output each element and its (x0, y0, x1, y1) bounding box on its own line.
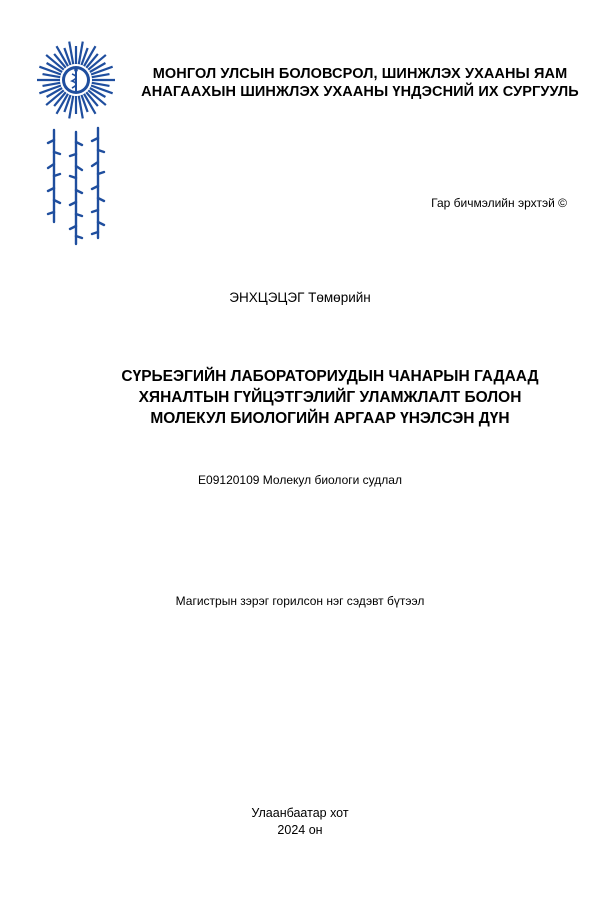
author-name: ЭНХЦЭЦЭГ Төмөрийн (229, 290, 371, 305)
ministry-name: МОНГОЛ УЛСЫН БОЛОВСРОЛ, ШИНЖЛЭХ УХААНЫ ЯАМ (152, 66, 568, 82)
degree-statement: Магистрын зэрэг горилсон нэг сэдэвт бүтээл (175, 594, 425, 608)
year: 2024 он (277, 823, 323, 837)
thesis-title-line-2: ХЯНАЛТЫН ГҮЙЦЭТГЭЛИЙГ УЛАМЖЛАЛТ БОЛОН (138, 389, 522, 406)
city: Улаанбаатар хот (251, 806, 349, 820)
thesis-title-line-3: МОЛЕКУЛ БИОЛОГИЙН АРГААР ҮНЭЛСЭН ДҮН (150, 410, 510, 427)
copyright-notice: Гар бичмэлийн эрхтэй © (431, 196, 567, 210)
specialty-code: E09120109 Молекул биологи судлал (198, 473, 402, 487)
university-name: АНАГААХЫН ШИНЖЛЭХ УХААНЫ ҮНДЭСНИЙ ИХ СУРГУУЛЬ (141, 84, 579, 100)
thesis-title-line-1: СҮРЬЕЭГИЙН ЛАБОРАТОРИУДЫН ЧАНАРЫН ГАДААД (121, 368, 539, 385)
mongolian-script-emblem-icon (40, 126, 112, 248)
university-logo-icon (36, 40, 116, 120)
